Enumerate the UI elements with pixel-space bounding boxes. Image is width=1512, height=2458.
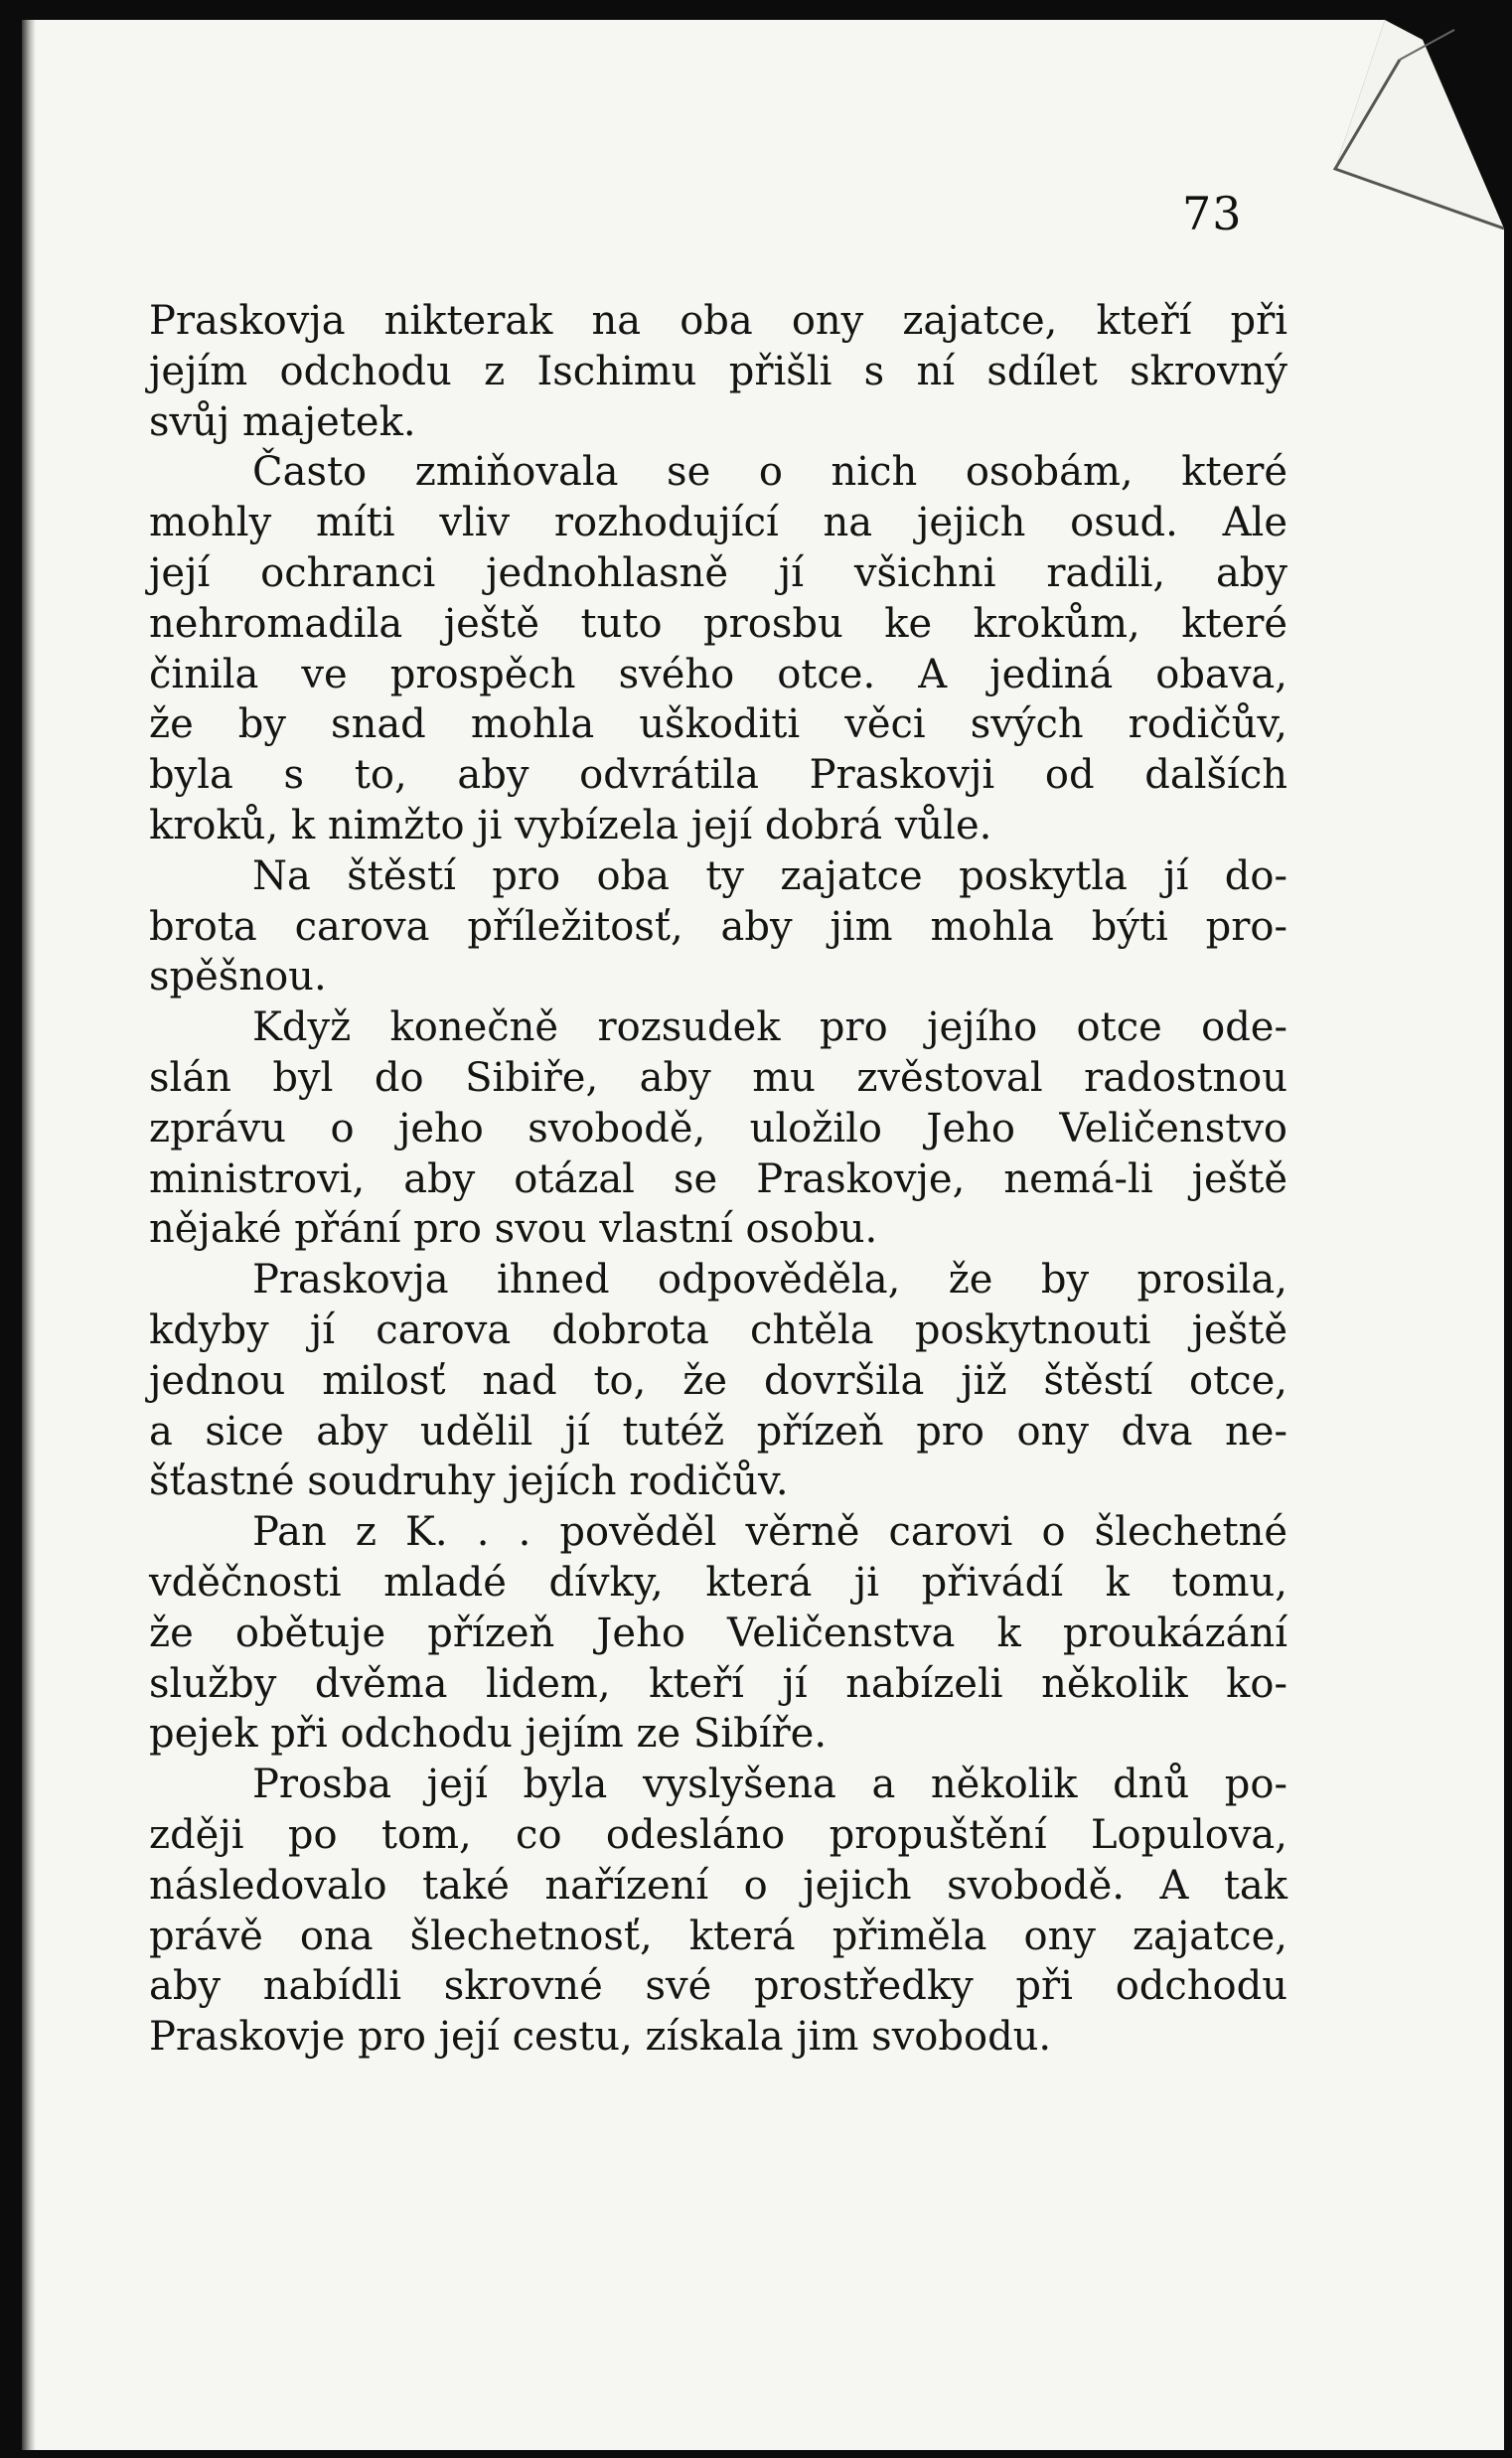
paragraph-5 (149, 1255, 1287, 1507)
text-line: zději po tom, co odesláno propuštění Lopulova, (149, 1811, 1287, 1858)
text-line: Praskovje pro její cestu, získala jim svobodu. (149, 2014, 1052, 2061)
text-line: právě ona šlechetnosť, která přiměla ony zajatce, (149, 1913, 1287, 1959)
page-number: 73 (1182, 187, 1243, 240)
text-line: byla s to, aby odvrátila Praskovji od dalších (149, 752, 1287, 799)
text-line: její ochranci jednohlasně jí všichni radili, aby (149, 549, 1287, 596)
text-line: Praskovja ihned odpověděla, že by prosila, (252, 1257, 1287, 1304)
text-line: mohly míti vliv rozhodující na jejich osud. Ale (149, 500, 1287, 546)
body-text (149, 296, 1287, 2063)
folded-corner (1305, 20, 1504, 238)
paragraph-4 (149, 1002, 1287, 1255)
paragraph-7 (149, 1760, 1287, 2063)
text-line: že by snad mohla uškoditi věci svých rodičův, (149, 701, 1287, 748)
text-line: zprávu o jeho svobodě, uložilo Jeho Veličenstvo (149, 1105, 1287, 1152)
page-binding-edge (22, 20, 36, 2450)
text-line: Praskovja nikterak na oba ony zajatce, kteří při (149, 298, 1287, 344)
text-line: jejím odchodu z Ischimu přišli s ní sdílet skrovný (149, 348, 1287, 394)
text-line: nějaké přání pro svou vlastní osobu. (149, 1206, 878, 1253)
text-line: Když konečně rozsudek pro jejího otce ode- (252, 1004, 1287, 1051)
text-line: následovalo také nařízení o jejich svobodě. A tak (149, 1862, 1287, 1909)
text-line: kdyby jí carova dobrota chtěla poskytnouti ještě (149, 1306, 1287, 1353)
text-line: jednou milosť nad to, že dovršila již štěstí otce, (149, 1357, 1287, 1404)
paragraph-6 (149, 1507, 1287, 1760)
text-line: Na štěstí pro oba ty zajatce poskytla jí do- (252, 852, 1287, 899)
text-line: slán byl do Sibiře, aby mu zvěstoval radostnou (149, 1054, 1287, 1101)
text-line: Prosba její byla vyslyšena a několik dnů po- (252, 1762, 1287, 1808)
text-line: Pan z K. . . pověděl věrně carovi o šlechetné (252, 1509, 1287, 1556)
text-line: šťastné soudruhy jejích rodičův. (149, 1459, 789, 1505)
text-line: kroků, k nimžto ji vybízela její dobrá vůle. (149, 802, 992, 848)
text-line: že obětuje přízeň Jeho Veličenstva k proukázání (149, 1610, 1287, 1656)
text-line: spěšnou. (149, 954, 327, 1000)
paragraph-3 (149, 851, 1287, 1002)
text-line: svůj majetek. (149, 398, 416, 445)
text-line: činila ve prospěch svého otce. A jediná obava, (149, 651, 1287, 697)
text-line: pejek při odchodu jejím ze Sibíře. (149, 1711, 828, 1758)
book-page (22, 20, 1504, 2450)
text-line: vděčnosti mladé dívky, která ji přivádí k tomu, (149, 1559, 1287, 1606)
text-line: nehromadila ještě tuto prosbu ke krokům, které (149, 600, 1287, 647)
text-line: aby nabídli skrovné své prostředky při odchodu (149, 1963, 1287, 2010)
text-line: a sice aby udělil jí tutéž přízeň pro ony dva ne- (149, 1408, 1287, 1455)
paragraph-2 (149, 447, 1287, 850)
text-line: ministrovi, aby otázal se Praskovje, nemá-li ještě (149, 1155, 1287, 1202)
text-line: služby dvěma lidem, kteří jí nabízeli několik ko- (149, 1660, 1287, 1707)
paragraph-1 (149, 296, 1287, 447)
text-line: Často zmiňovala se o nich osobám, které (252, 449, 1287, 496)
text-line: brota carova příležitosť, aby jim mohla býti pro- (149, 903, 1287, 950)
